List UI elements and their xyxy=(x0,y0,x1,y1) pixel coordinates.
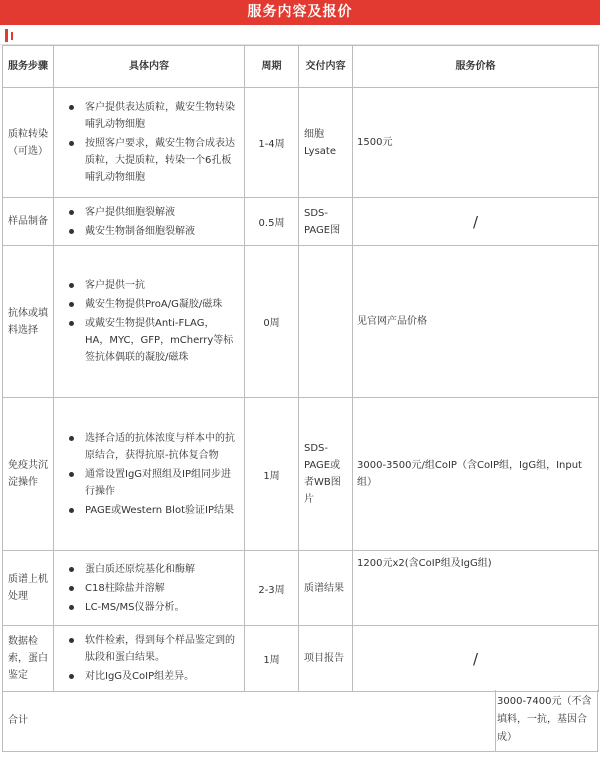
accent-bar-small-icon xyxy=(11,32,13,40)
period-cell: 1周 xyxy=(245,626,299,692)
delivery-cell: SDS-PAGE图 xyxy=(299,198,353,246)
period-cell: 1周 xyxy=(245,398,299,551)
content-cell xyxy=(54,198,245,246)
price-cell: 3000-3500元/组CoIP（含CoIP组，IgG组，Input组） xyxy=(353,398,599,551)
title-separator xyxy=(0,25,600,45)
price-cell: 见官网产品价格 xyxy=(353,246,599,398)
list-item: 软件检索，得到每个样品鉴定到的肽段和蛋白结果。 xyxy=(54,632,238,666)
pricing-table xyxy=(2,45,599,692)
price-cell xyxy=(353,198,599,246)
table-row xyxy=(3,198,599,246)
table-row xyxy=(3,551,599,626)
period-cell: 2-3周 xyxy=(245,551,299,626)
list-item: 戴安生物提供ProA/G凝胶/磁珠 xyxy=(54,296,238,313)
list-item: PAGE或Western Blot验证IP结果 xyxy=(54,502,238,519)
period-cell: 1-4周 xyxy=(245,88,299,198)
content-cell xyxy=(54,88,245,198)
header-price: 服务价格 xyxy=(353,46,599,88)
list-item: 客户提供一抗 xyxy=(54,277,238,294)
header-delivery: 交付内容 xyxy=(299,46,353,88)
section-title: 服务内容及报价 xyxy=(247,4,353,20)
accent-bar-icon xyxy=(5,29,8,42)
list-item: LC-MS/MS仪器分析。 xyxy=(54,599,238,616)
step-cell: 质谱上机处理 xyxy=(3,551,54,626)
total-label: 合计 xyxy=(8,715,28,726)
price-cell: 1200元x2(含CoIP组及IgG组) xyxy=(353,551,599,626)
delivery-cell xyxy=(299,246,353,398)
list-item: 按照客户要求，戴安生物合成表达质粒，大提质粒，转染一个6孔板哺乳动物细胞 xyxy=(54,135,238,186)
table-row xyxy=(3,246,599,398)
list-item: 选择合适的抗体浓度与样本中的抗原结合，获得抗原-抗体复合物 xyxy=(54,430,238,464)
step-cell: 质粒转染（可选） xyxy=(3,88,54,198)
header-step: 服务步骤 xyxy=(3,46,54,88)
list-item: 对比IgG及CoIP组差异。 xyxy=(54,668,238,685)
step-cell: 数据检索，蛋白鉴定 xyxy=(3,626,54,692)
delivery-cell: 质谱结果 xyxy=(299,551,353,626)
table-header-row xyxy=(3,46,599,88)
step-cell: 抗体或填料选择 xyxy=(3,246,54,398)
total-row xyxy=(2,690,598,752)
price-cell: 1500元 xyxy=(353,88,599,198)
content-cell xyxy=(54,246,245,398)
header-period: 周期 xyxy=(245,46,299,88)
content-cell xyxy=(54,551,245,626)
table-row xyxy=(3,88,599,198)
price-cell xyxy=(353,626,599,692)
delivery-cell: 细胞Lysate xyxy=(299,88,353,198)
header-content: 具体内容 xyxy=(54,46,245,88)
list-item: 客户提供细胞裂解液 xyxy=(54,204,238,221)
period-cell: 0.5周 xyxy=(245,198,299,246)
price-slash: / xyxy=(472,212,479,231)
period-cell: 0周 xyxy=(245,246,299,398)
list-item: 通常设置IgG对照组及IP组同步进行操作 xyxy=(54,466,238,500)
delivery-cell: 项目报告 xyxy=(299,626,353,692)
table-row xyxy=(3,626,599,692)
step-cell: 样品制备 xyxy=(3,198,54,246)
list-item: 客户提供表达质粒，戴安生物转染哺乳动物细胞 xyxy=(54,99,238,133)
price-slash: / xyxy=(472,649,479,668)
content-cell xyxy=(54,398,245,551)
content-cell xyxy=(54,626,245,692)
list-item: 或戴安生物提供Anti-FLAG，HA，MYC，GFP，mCherry等标签抗体偶联的凝胶/磁珠 xyxy=(54,315,238,366)
table-row xyxy=(3,398,599,551)
total-price: 3000-7400元（不含填料，一抗，基因合成） xyxy=(497,696,592,743)
delivery-cell: SDS-PAGE或者WB图片 xyxy=(299,398,353,551)
list-item: 蛋白质还原烷基化和酶解 xyxy=(54,561,238,578)
list-item: C18柱除盐并溶解 xyxy=(54,580,238,597)
list-item: 戴安生物制备细胞裂解液 xyxy=(54,223,238,240)
section-title-banner xyxy=(0,0,600,25)
step-cell: 免疫共沉淀操作 xyxy=(3,398,54,551)
